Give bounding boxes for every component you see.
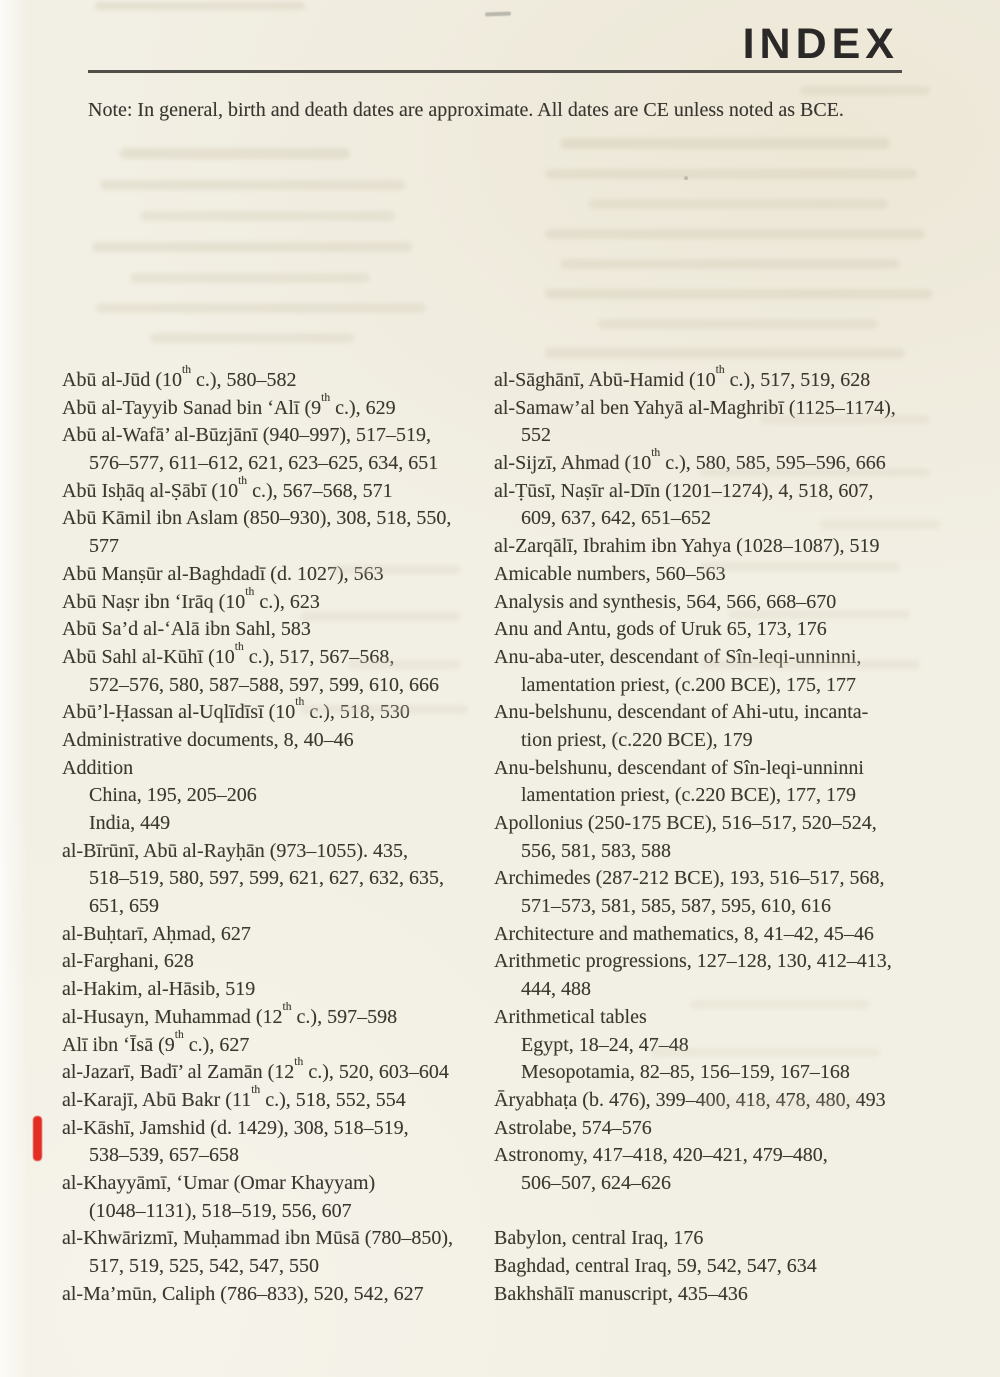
index-entry-line: Anu-belshunu, descendant of Sîn-leqi-unninni: [494, 756, 864, 779]
index-entry-line: Abū Kāmil ibn Aslam (850–930), 308, 518, 550,: [62, 507, 452, 530]
index-entry-line: al-Ma’mūn, Caliph (786–833), 520, 542, 627: [62, 1282, 424, 1305]
index-entry-line: Arithmetical tables: [494, 1005, 647, 1028]
index-entry-line: lamentation priest, (c.200 BCE), 175, 177: [521, 673, 856, 696]
bleedthrough-artifact: [545, 289, 933, 299]
note-text: Note: In general, birth and death dates are approximate. All dates are CE unless noted as BCE.: [88, 99, 844, 121]
index-entry-line: Abū Manṣūr al-Baghdadī (d. 1027), 563: [62, 562, 384, 585]
index-entry-line: al-Zarqālī, Ibrahim ibn Yahya (1028–1087), 519: [494, 535, 880, 558]
index-entry-line: Apollonius (250-175 BCE), 516–517, 520–524,: [494, 812, 877, 834]
index-entry-line: Analysis and synthesis, 564, 566, 668–670: [494, 590, 837, 613]
index-entry-line: lamentation priest, (c.220 BCE), 177, 179: [521, 784, 856, 807]
index-entry-line: Astrolabe, 574–576: [494, 1116, 652, 1139]
index-entry-line: Alī ibn ‘Īsā (9th c.), 627: [62, 1027, 250, 1056]
index-entry-line: Anu-belshunu, descendant of Ahi-utu, incanta-: [494, 701, 869, 724]
index-entry-line: al-Buḥtarī, Aḥmad, 627: [62, 922, 251, 945]
index-entry-line: al-Khwārizmī, Muḥammad ibn Mūsā (780–850),: [62, 1227, 454, 1250]
index-entry-line: Egypt, 18–24, 47–48: [521, 1033, 689, 1056]
index-entry-line: China, 195, 205–206: [89, 784, 257, 807]
index-entry-line: 651, 659: [89, 895, 159, 918]
scan-smudge: [485, 12, 511, 17]
index-entry-line: 518–519, 580, 597, 599, 621, 627, 632, 635,: [89, 867, 444, 890]
bleedthrough-artifact: [545, 229, 925, 239]
index-entry-line: 577: [89, 535, 119, 558]
index-entry-line: Abū al-Tayyib Sanad bin ‘Alī (9th c.), 629: [62, 390, 396, 419]
index-entry-line: al-Farghani, 628: [62, 950, 194, 973]
bleedthrough-artifact: [92, 242, 412, 252]
index-entry-line: al-Karajī, Abū Bakr (11th c.), 518, 552, 554: [62, 1083, 406, 1111]
index-entry-line: Amicable numbers, 560–563: [494, 562, 726, 585]
index-right-column: [494, 363, 896, 1308]
index-entry-line: 444, 488: [521, 978, 591, 1001]
index-entry-line: al-Hakim, al-Hāsib, 519: [62, 978, 256, 1001]
red-margin-mark: [33, 1116, 42, 1161]
index-entry-line: 576–577, 611–612, 621, 623–625, 634, 651: [89, 452, 439, 475]
index-entry-line: Abū al-Jūd (10th c.), 580–582: [62, 363, 297, 391]
index-entry-line: al-Sāghānī, Abū-Hamid (10th c.), 517, 519, 628: [494, 363, 871, 391]
bleedthrough-artifact: [130, 273, 370, 283]
index-entry-line: Anu and Antu, gods of Uruk 65, 173, 176: [494, 618, 827, 641]
index-entry-line: Anu-aba-uter, descendant of Sîn-leqi-unninni,: [494, 645, 862, 668]
bleedthrough-artifact: [100, 180, 405, 190]
index-entry-line: 556, 581, 583, 588: [521, 839, 671, 862]
index-entry-line: 572–576, 580, 587–588, 597, 599, 610, 666: [89, 673, 439, 696]
scan-speck: [684, 176, 688, 180]
bleedthrough-artifact: [560, 259, 900, 269]
index-entry-line: al-Husayn, Muhammad (12th c.), 597–598: [62, 999, 398, 1028]
index-entry-line: 506–507, 624–626: [521, 1171, 671, 1194]
bleedthrough-artifact: [560, 138, 890, 149]
index-entry-line: Āryabhaṭa (b. 476), 399–400, 418, 478, 480, 493: [494, 1088, 886, 1111]
index-entry-line: 517, 519, 525, 542, 547, 550: [89, 1255, 319, 1277]
page-title: INDEX: [742, 20, 899, 68]
index-entry-line: Baghdad, central Iraq, 59, 542, 547, 634: [494, 1255, 817, 1277]
index-entry-line: [494, 1198, 896, 1226]
index-entry-line: Archimedes (287-212 BCE), 193, 516–517, 568,: [494, 867, 885, 890]
index-entry-line: tion priest, (c.220 BCE), 179: [521, 728, 753, 751]
index-entry-line: Bakhshālī manuscript, 435–436: [494, 1282, 748, 1305]
bleedthrough-artifact: [545, 348, 905, 358]
index-entry-line: Babylon, central Iraq, 176: [494, 1227, 704, 1250]
bleedthrough-artifact: [140, 211, 395, 221]
index-entry-line: al-Khayyāmī, ‘Umar (Omar Khayyam): [62, 1171, 376, 1194]
bleedthrough-artifact: [95, 2, 305, 10]
bleedthrough-artifact: [800, 86, 930, 95]
bleedthrough-artifact: [120, 148, 350, 159]
index-entry-line: Architecture and mathematics, 8, 41–42, 45–46: [494, 922, 874, 945]
index-entry-line: India, 449: [89, 812, 171, 834]
header-rule: [88, 70, 902, 73]
index-entry-line: al-Sijzī, Ahmad (10th c.), 580, 585, 595–596, 666: [494, 446, 886, 475]
index-entry-line: al-Jazarī, Badī’ al Zamān (12th c.), 520, 603–604: [62, 1055, 449, 1084]
index-entry-line: al-Bīrūnī, Abū al-Rayḥān (973–1055). 435,: [62, 839, 409, 862]
bleedthrough-artifact: [588, 199, 888, 209]
index-entry-line: Abū’l-Ḥassan al-Uqlīdīsī (10th c.), 518, 530: [62, 695, 410, 724]
index-entry-line: 609, 637, 642, 651–652: [521, 507, 711, 530]
index-entry-line: al-Kāshī, Jamshid (d. 1429), 308, 518–519,: [62, 1116, 409, 1139]
index-entry-line: Mesopotamia, 82–85, 156–159, 167–168: [521, 1061, 850, 1084]
index-entry-line: Administrative documents, 8, 40–46: [62, 728, 354, 751]
index-entry-line: al-Samaw’al ben Yahyā al-Maghribī (1125–1174),: [494, 396, 896, 419]
bleedthrough-artifact: [96, 303, 426, 313]
index-entry-line: Abū Naṣr ibn ‘Irāq (10th c.), 623: [62, 584, 320, 613]
bleedthrough-artifact: [150, 333, 355, 343]
bleedthrough-artifact: [598, 319, 878, 329]
index-entry-line: Abū Isḥāq al-Ṣābī (10th c.), 567–568, 571: [62, 473, 393, 502]
index-entry-line: Abū Sa’d al-‘Alā ibn Sahl, 583: [62, 618, 311, 641]
index-entry-line: 552: [521, 424, 551, 447]
index-entry-line: Arithmetic progressions, 127–128, 130, 412–413,: [494, 950, 892, 973]
index-entry-line: 571–573, 581, 585, 587, 595, 610, 616: [521, 895, 831, 918]
index-entry-line: Addition: [62, 756, 134, 779]
bleedthrough-artifact: [545, 169, 917, 179]
index-entry-line: Astronomy, 417–418, 420–421, 479–480,: [494, 1144, 828, 1167]
index-entry-line: (1048–1131), 518–519, 556, 607: [89, 1199, 352, 1222]
index-entry-line: Abū al-Wafā’ al-Būzjānī (940–997), 517–519,: [62, 424, 432, 447]
index-entry-line: al-Ṭūsī, Naṣīr al-Dīn (1201–1274), 4, 518, 607,: [494, 479, 874, 502]
index-entry-line: 538–539, 657–658: [89, 1144, 239, 1167]
index-entry-line: Abū Sahl al-Kūhī (10th c.), 517, 567–568,: [62, 640, 395, 668]
index-left-column: [62, 363, 454, 1308]
